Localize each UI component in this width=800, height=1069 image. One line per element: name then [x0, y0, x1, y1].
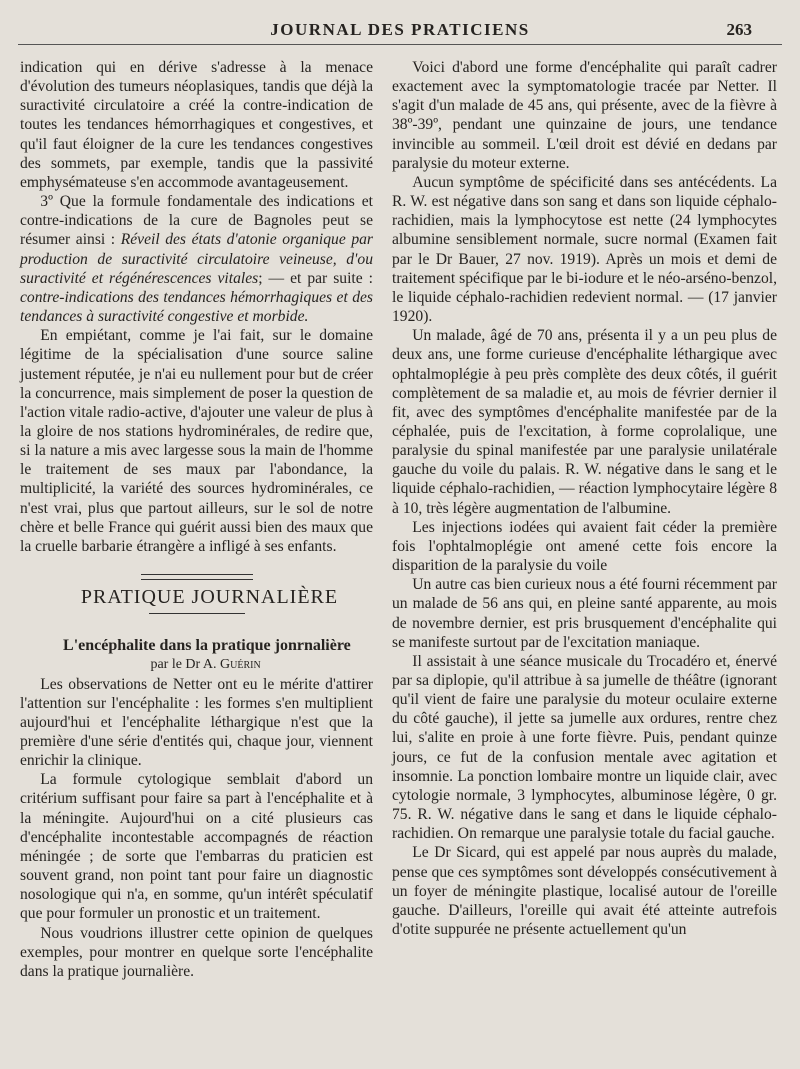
- journal-title: JOURNAL DES PRATICIENS: [270, 20, 530, 39]
- paragraph: Voici d'abord une forme d'encéphalite qui paraît cadrer exactement avec la symptomatologie tracée par Netter. Il s'agit d'un malade de 45 ans, qui présente, avec de la fièvre à 38º-39º, pendant une quinzaine de jours, une tendance invincible au sommeil. L'œil droit est dévié en dedans par paralysie du moteur externe.: [392, 59, 777, 172]
- page-number: 263: [726, 20, 752, 39]
- paragraph: Les observations de Netter ont eu le mérite d'attirer l'attention sur l'encéphalite : les formes s'en multiplient aujourd'hui et l'encéphalite léthargique n'est que la première d'une série d'entités qui, chaque jour, viennent enrichir la clinique.: [20, 675, 373, 770]
- paragraph: [20, 192, 373, 326]
- byline-prefix: par le Dr A.: [150, 657, 221, 673]
- author-name: Guérin: [220, 657, 261, 673]
- paragraph: Il assistait à une séance musicale du Trocadéro et, énervé par sa diplopie, qu'il attribue à sa jumelle de théâtre (ignorant qu'il vient de faire une paralysie du moteur oculaire externe du côté gauche), il jette sa jumelle aux ordures, rentre chez lui, s'alite en proie à une forte fièvre. Puis, pendant quinze jours, ce fut de la confusion mentale avec agitation et insomnie. La ponction lombaire montre un liquide clair, avec cytologie normale, 3 lymphocytes, albuminose légère, 0 gr. 75. R. W. négative dans le sang et dans le liquide céphalo-rachidien. On remarque une paralysie totale du facial gauche.: [392, 652, 777, 843]
- header-rule: [18, 44, 782, 45]
- paragraph: Un malade, âgé de 70 ans, présenta il y a un peu plus de deux ans, une forme curieuse d'encéphalite léthargique avec ophtalmoplégie à peu près complète des deux côtés, il guérit complètement de sa maladie et, au mois de février dernier il fit, avec des symptômes d'encéphalite manifestée par de la céphalée, puis de l'excitation, à forme coprolalique, une paralysie du spinal manifestée par une paralysie unilatérale gauche du voile du palais. R. W. négative dans le sang et le liquide céphalo-rachidien, — réaction lymphocytaire légère 8 à 10, très légère augmentation de l'albumine.: [392, 327, 777, 517]
- left-column: [20, 58, 373, 981]
- paragraph: Un autre cas bien curieux nous a été fourni récemment par un malade de 56 ans qui, en pleine santé apparente, au mois de novembre dernier, est pris brusquement d'encéphalite qui se manifeste surtout par de l'excitation maniaque.: [392, 576, 777, 651]
- paragraph: Les injections iodées qui avaient fait céder la première fois l'ophtalmoplégie ont amené cette fois encore la disparition de la paralysie du voile: [392, 518, 777, 575]
- paragraph: Le Dr Sicard, qui est appelé par nous auprès du malade, pense que ces symptômes sont développés consécutivement à un foyer de méningite plastique, localisé autour de l'oreille gauche. D'ailleurs, l'oreille qui avait été atteinte autrefois d'otite suppurée ne présente actuellement qu'un: [392, 844, 777, 939]
- paragraph: La formule cytologique semblait d'abord un critérium suffisant pour faire sa part à l'encéphalite et à la méningite. Aujourd'hui on a cité plusieurs cas d'encéphalite incontestable accompagnés de réaction méningée ; de sorte que l'embarras du praticien est souvent grand, non point tant pour faire un diagnostic nosologique qui n'a, en somme, qu'un intérêt spéculatif que pour formuler un pronostic et un traitement.: [20, 771, 373, 923]
- right-column: [392, 58, 777, 939]
- article-title: L'encéphalite dans la pratique jonrnalière: [63, 637, 351, 655]
- page-header: [18, 16, 782, 44]
- emphasis-text: Réveil des états d'atonie organique par production de suractivité circulatoire veineuse, d'ou suractivité et régénérescences vitales: [20, 231, 373, 287]
- emphasis-text: contre-indications des tendances hémorrhagiques et des tendances à suractivité congestive et morbide.: [20, 288, 373, 326]
- section-divider: [20, 574, 373, 580]
- paragraph-text: 3º Que la formule fondamentale des indications et contre-indications de la cure de Bagnoles peut se résumer ainsi :: [20, 193, 373, 249]
- paragraph: indication qui en dérive s'adresse à la menace d'évolution des tumeurs néoplasiques, tandis que déjà la suractivité circulatoire a créé la contre-indication de toutes les tendances hémorrhagiques et congestives, et qu'il faut éloigner de la cure les tendances congestives des sommets, par exemple, tandis que la passivité emphysémateuse s'en accommode avantageusement.: [20, 59, 373, 191]
- double-rule: [141, 574, 253, 580]
- paragraph: En empiétant, comme je l'ai fait, sur le domaine légitime de la spécialisation d'une source saline justement réputée, je n'ai eu nullement pour but de créer la concurrence, mais simplement de poser la question de l'action vitale radio-active, d'ajouter une valeur de plus à la gloire de nos stations hydrominérales, de redire que, si la nature a mis avec largesse sous la main de l'homme le traitement de ses maux par l'abondance, la multiplicité, la variété des sources hydrominérales, ce n'est vrai, plus que partout ailleurs, sur le sol de notre chère et belle France qui guérit aussi bien des maux que la cruelle barbarie étrangère a infligé à ses enfants.: [20, 327, 373, 555]
- paragraph: Aucun symptôme de spécificité dans ses antécédents. La R. W. est négative dans son sang et dans son liquide céphalo-rachidien, mais la lymphocytose est nette (24 lymphocytes albumine sensiblement normale, sucre normal (Examen fait par le Dr Bauer, 27 nov. 1919). Après un mois et demi de traitement spécifique par le bi-iodure et le néo-arséno-benzol, le liquide céphalo-rachidien redevient normal. — (17 janvier 1920).: [392, 173, 777, 326]
- paragraph: Nous voudrions illustrer cette opinion de quelques exemples, pour montrer en quelque sorte l'encéphalite dans la pratique journalière.: [20, 924, 373, 980]
- paragraph-text: ; — et par suite :: [258, 269, 373, 287]
- section-rule: [149, 613, 245, 614]
- section-title: PRATIQUE JOURNALIÈRE: [80, 586, 339, 609]
- byline: [20, 655, 373, 674]
